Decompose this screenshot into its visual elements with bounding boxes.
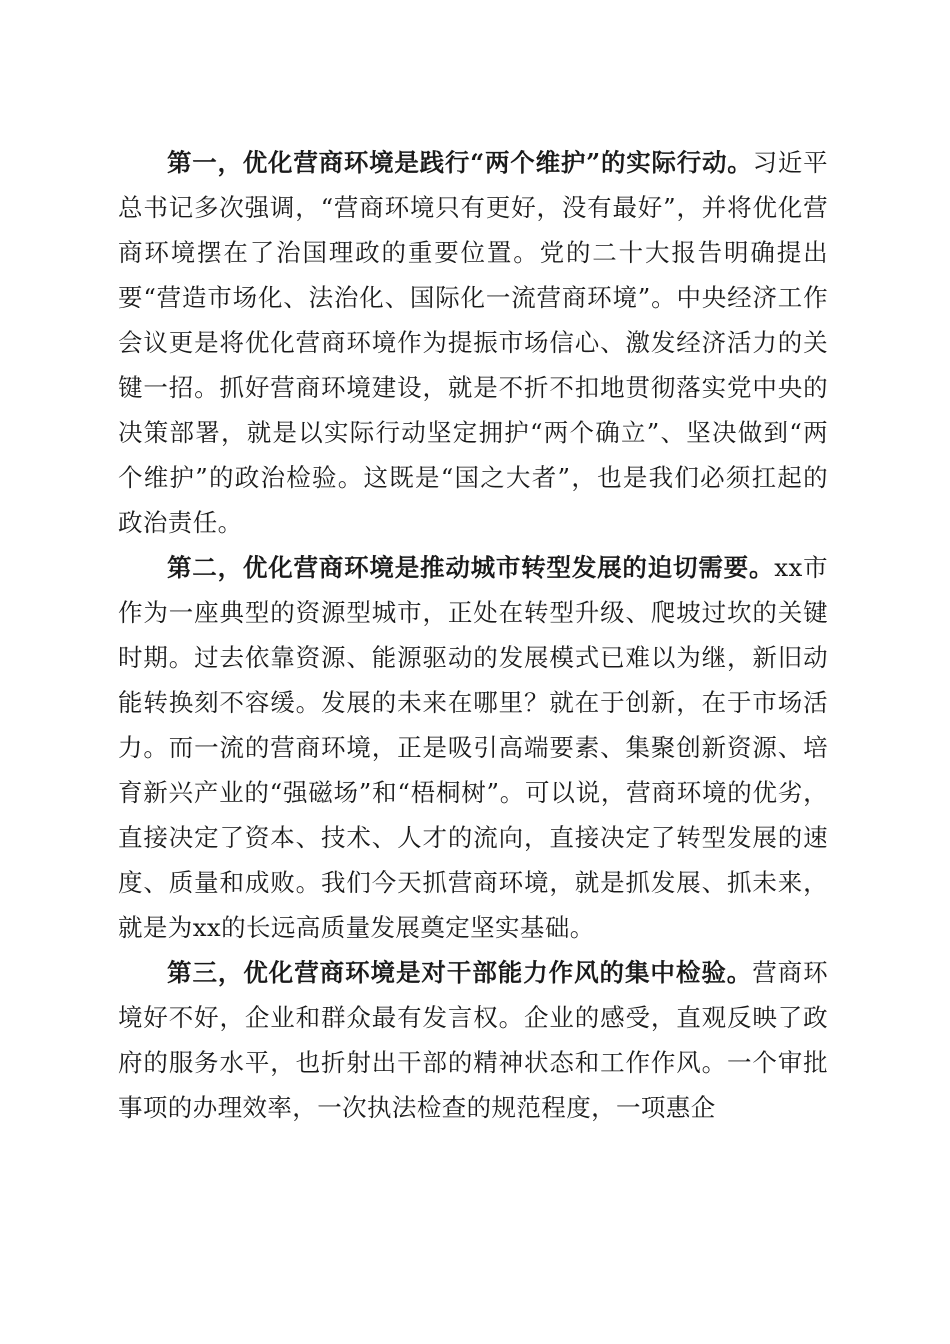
paragraph-3-lead: 第三，优化营商环境是对干部能力作风的集中检验。 — [167, 958, 753, 987]
paragraph-1 — [118, 140, 828, 545]
paragraph-1-lead: 第一，优化营商环境是践行“两个维护”的实际行动。 — [167, 148, 753, 177]
paragraph-2 — [118, 545, 828, 950]
paragraph-3-body: 营商环境好不好，企业和群众最有发言权。企业的感受，直观反映了政府的服务水平，也折射出干部的精神状态和工作作风。一个审批事项的办理效率，一次执法检查的规范程度，一项惠企 — [118, 958, 829, 1122]
paragraph-3 — [118, 950, 828, 1130]
paragraph-2-lead: 第二，优化营商环境是推动城市转型发展的迫切需要。 — [167, 553, 775, 582]
document-body — [118, 140, 828, 1130]
paragraph-2-body: xx市作为一座典型的资源型城市，正处在转型升级、爬坡过坎的关键时期。过去依靠资源、能源驱动的发展模式已难以为继，新旧动能转换刻不容缓。发展的未来在哪里？就在于创新，在于市场活力。而一流的营商环境，正是吸引高端要素、集聚创新资源、培育新兴产业的“强磁场”和“梧桐树”。可以说，营商环境的优劣，直接决定了资本、技术、人才的流向，直接决定了转型发展的速度、质量和成败。我们今天抓营商环境，就是抓发展、抓未来，就是为xx的长远高质量发展奠定坚实基础。 — [118, 553, 828, 942]
paragraph-1-body: 习近平总书记多次强调，“营商环境只有更好，没有最好”，并将优化营商环境摆在了治国理政的重要位置。党的二十大报告明确提出要“营造市场化、法治化、国际化一流营商环境”。中央经济工作会议更是将优化营商环境作为提振市场信心、激发经济活力的关键一招。抓好营商环境建设，就是不折不扣地贯彻落实党中央的决策部署，就是以实际行动坚定拥护“两个确立”、坚决做到“两个维护”的政治检验。这既是“国之大者”，也是我们必须扛起的政治责任。 — [118, 148, 828, 537]
